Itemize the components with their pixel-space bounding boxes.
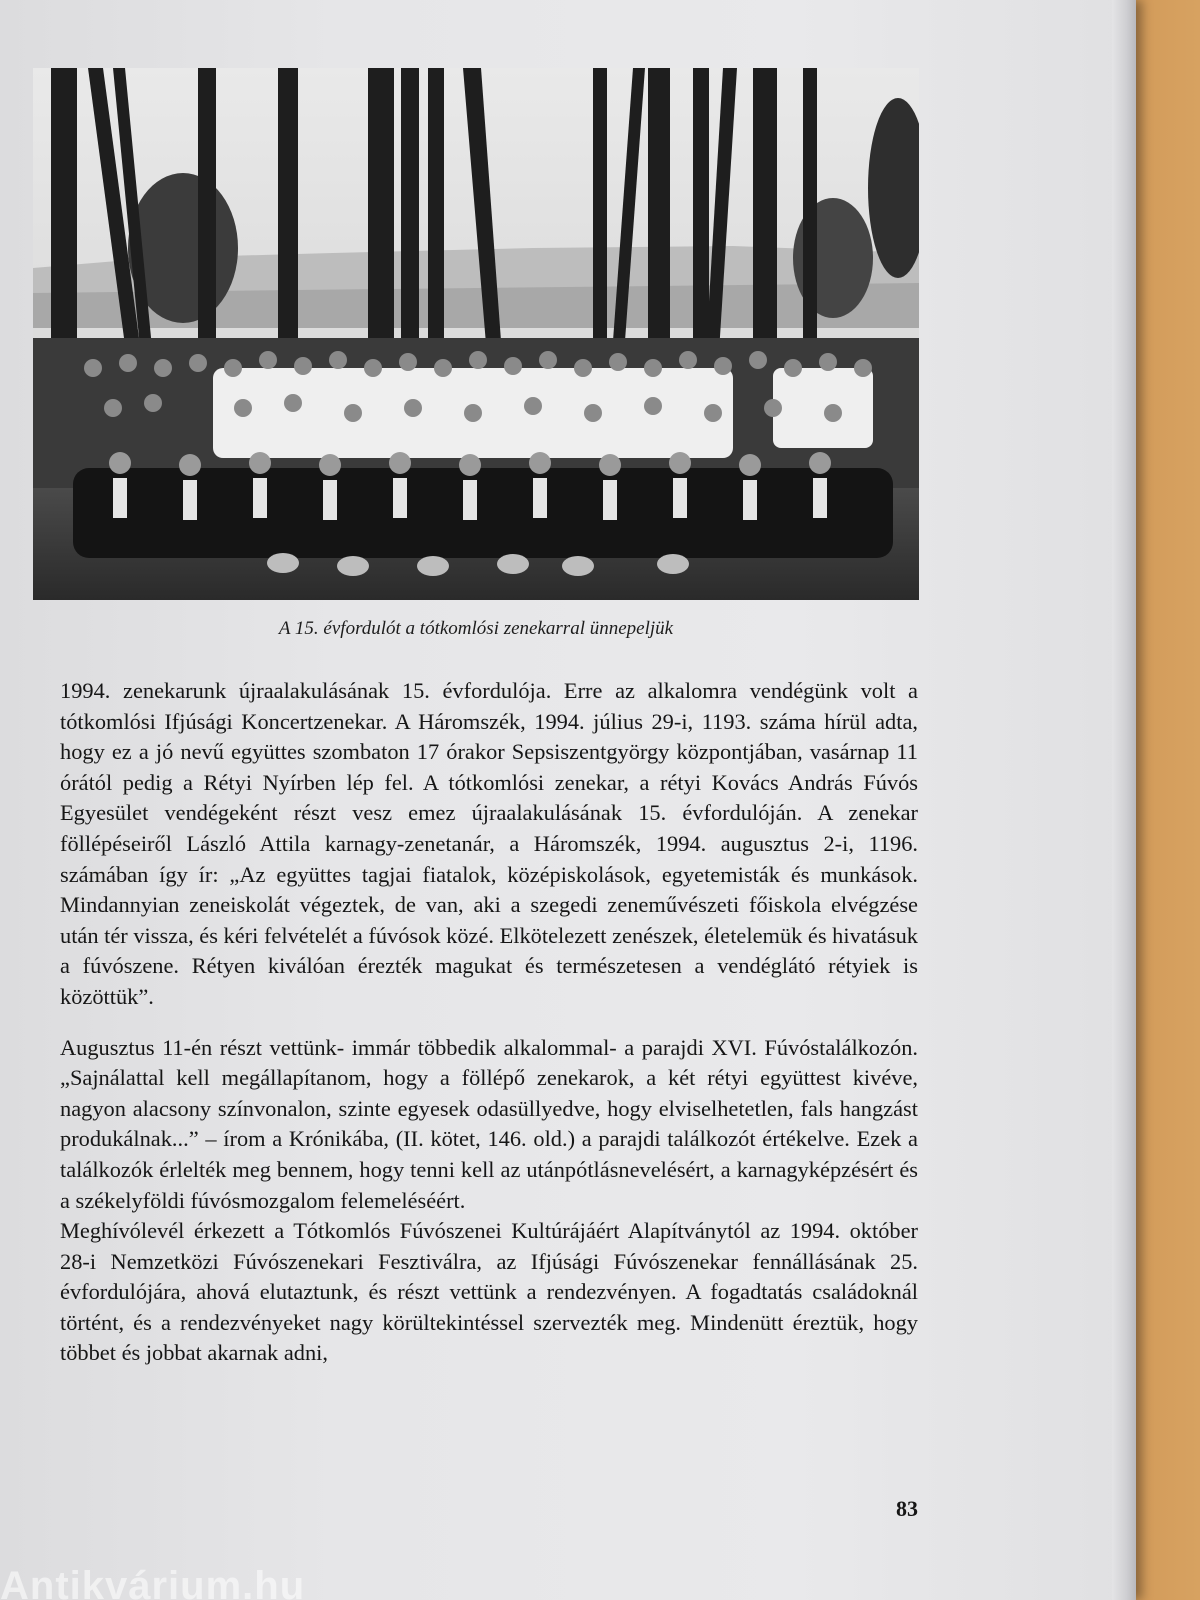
photo-illustration <box>33 68 919 600</box>
paragraph-3: Meghívólevél érkezett a Tótkomlós Fúvószenei Kultúrájáért Alapítványtól az 1994. október 28-i Nemzetközi Fúvószenekari Fesztiválra, az Ifjúsági Fúvószenekar fennállásának 25. évfordulójára, ahová elutaztunk, és részt vettünk a rendezvényen. A fogadtatás családoknál történt, és a rendezvényeket nagy körültekintéssel szervezték meg. Mindenütt éreztük, hogy többet és jobbat akarnak adni, <box>60 1218 918 1366</box>
page-edge <box>1112 0 1136 1600</box>
body-text <box>60 676 918 1369</box>
paragraph-2: Augusztus 11-én részt vettünk- immár többedik alkalommal- a parajdi XVI. Fúvóstalálkozón. „Sajnálattal kell megállapítanom, hogy a föllépő zenekarok, a két rétyi együttest kivéve, nagyon alacsony színvonalon, szinte egyesek odasüllyedve, hogy elviselhetetlen, fals hangzást produkálnak...” – írom a Krónikába, (II. kötet, 146. old.) a parajdi találkozót értékelve. Ezek a találkozók érlelték meg bennem, hogy tenni kell az utánpótlásnevelésért, a karnagyképzésért és a székelyföldi fúvósmozgalom felemeléséért. <box>60 1034 918 1213</box>
photo-caption: A 15. évfordulót a tótkomlósi zenekarral ünnepeljük <box>278 618 674 639</box>
group-photograph <box>33 68 919 600</box>
watermark: Antikvárium.hu <box>0 1566 306 1600</box>
page-number: 83 <box>896 1496 918 1521</box>
paragraph-1: 1994. zenekarunk újraalakulásának 15. évfordulója. Erre az alkalomra vendégünk volt a tótkomlósi Ifjúsági Koncertzenekar. A Háromszék, 1994. július 29-i, 1193. száma hírül adta, hogy ez a jó nevű együttes szombaton 17 órakor Sepsiszentgyörgy központjában, vasárnap 11 órától pedig a Rétyi Nyírben lép fel. A tótkomlósi zenekar, a rétyi Kovács András Fúvós Egyesület vendégeként részt vesz emez újraalakulásának 15. évfordulóján. A zenekar föllépéseiről László Attila karnagy-zenetanár, a Háromszék, 1994. augusztus 2-i, 1196. számában így ír: „Az együttes tagjai fiatalok, középiskolások, egyetemisták és munkások. Mindannyian zeneiskolát végeztek, de van, aki a szegedi zeneművészeti főiskola elvégzése után tér vissza, és kéri felvételét a fúvósok közé. Elkötelezett zenészek, életelemük és hivatásuk a fúvószene. Rétyen kiválóan érezték magukat és természetesen a vendéglátó rétyiek is közöttük”. <box>60 678 918 1009</box>
